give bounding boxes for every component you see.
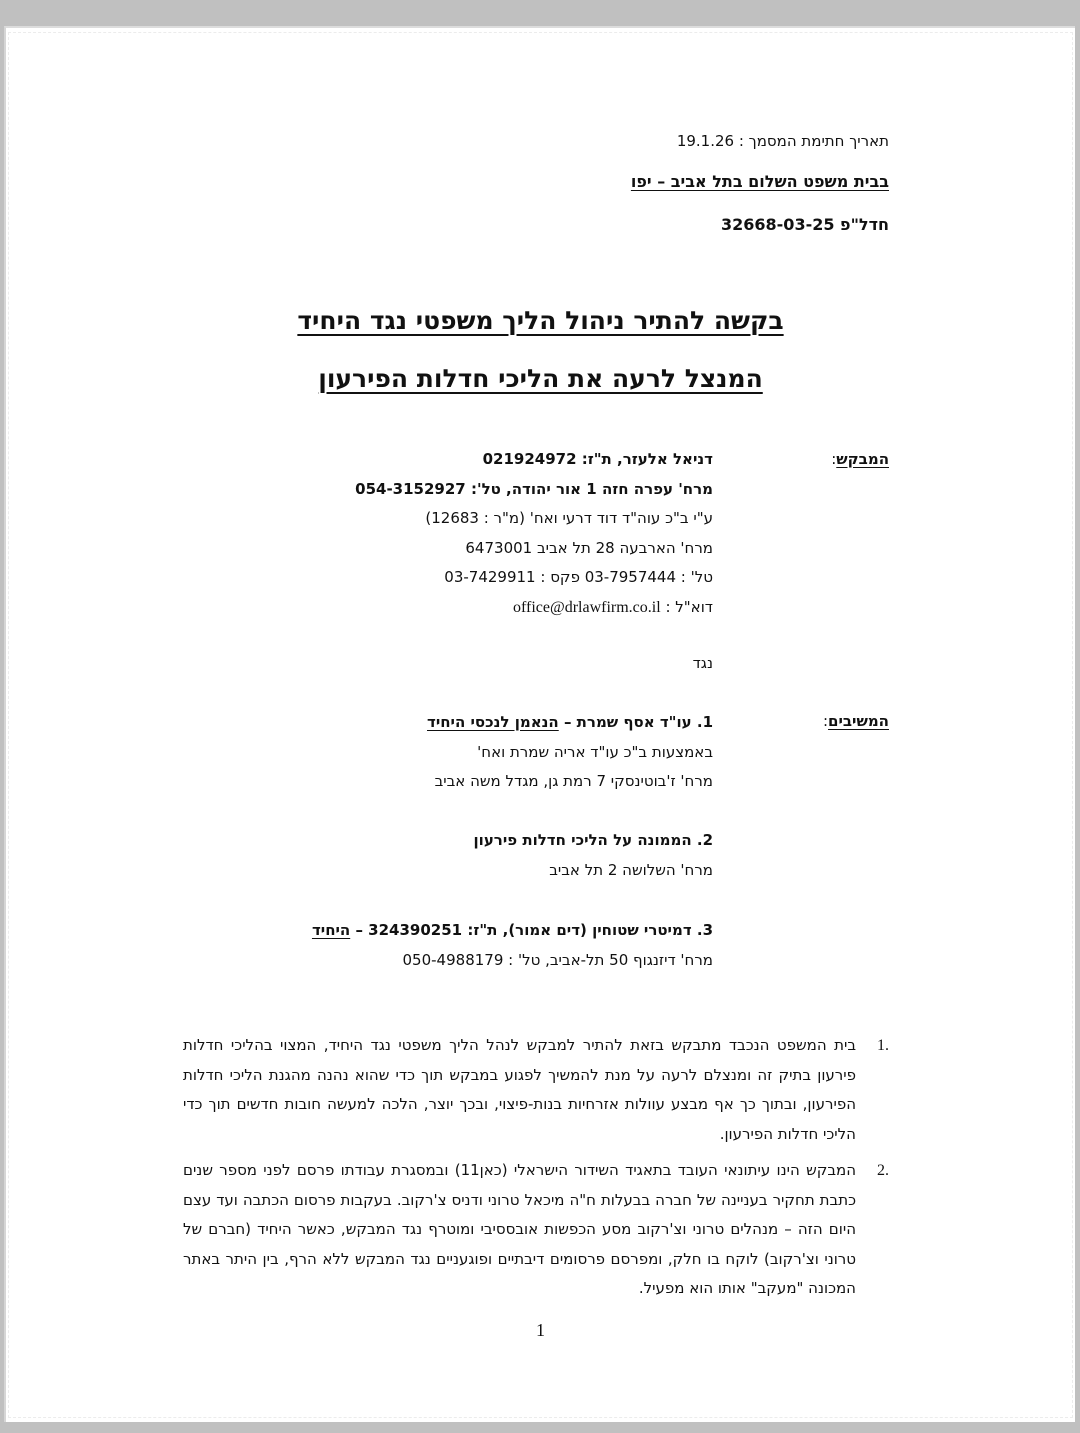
respondent-1-counsel: באמצעות ב"כ עו"ד אריה שמרת ואח' (477, 742, 713, 761)
respondents-label (823, 712, 889, 730)
page-number: 1 (536, 1320, 545, 1340)
respondent-1 (427, 708, 713, 797)
respondents-label-text: המשיבים (828, 712, 889, 730)
case-number: חדל"פ 32668-03-25 (721, 215, 889, 234)
respondent-1-heading (427, 708, 713, 738)
respondent-3-role: היחיד (311, 921, 351, 939)
applicant-name-id: דניאל אלעזר, ת"ז: 021924972 (482, 450, 713, 468)
court-name: בבית משפט השלום בתל אביב – יפו (630, 172, 889, 191)
paragraph-1 (183, 1031, 889, 1149)
paragraph-2-text: המבקש הינו עיתונאי העובד בתאגיד השידור הישראלי (כאן11) ובמסגרת עבודתו פרסם לפני מספר שנים כתבת תחקיר בעניינה של חברה בבעלות ח"ה מיכאל טרוני ודניס צ'רקוב. בעקבות פרסום הכתבה ועד עצם היום הזה – מנהלים טרוני וצ'רקוב מסע הכפשות אובססיבי ומוטרף נגד המבקש, כאשר היחיד (חברם של טרוני וצ'רקוב) לוקח בו חלק, ומפרסם פרסומים דיבתיים ופוגעניים נגד המבקש ללא הרף, בין היתר באתר המכונה "מעקב" אותו הוא מפעיל. (183, 1161, 856, 1297)
counsel-phone-fax: טל' : 03-7957444 פקס : 03-7429911 (444, 568, 713, 586)
applicant-counsel: ע"י ב"כ עוה"ד דוד דרעי ואח' (מ"ר : 12683) (425, 509, 713, 527)
paragraph-2-number: .2 (877, 1162, 889, 1179)
applicant-details (355, 445, 713, 622)
respondent-3 (312, 916, 713, 975)
counsel-address: מרח' הארבעה 28 תל אביב 6473001 (465, 538, 713, 557)
respondent-2-heading: 2. הממונה על הליכי חדלות פירעון (473, 831, 713, 849)
paragraph-2 (183, 1156, 889, 1304)
respondent-1-name: 1. עו"ד אסף שמרת – (558, 713, 713, 731)
email-label: דוא"ל : (660, 597, 713, 616)
document-page (4, 26, 1075, 1422)
respondent-1-address: מרח' ז'בוטינסקי 7 רמת גן, מגדל משה אביב (434, 772, 713, 790)
respondent-3-name: 3. דמיטרי שטוחין (דים אמור), ת"ז: 324390251 – (350, 921, 713, 939)
paragraph-1-number: .1 (877, 1037, 889, 1054)
email-address: office@drlawfirm.co.il (512, 598, 661, 616)
respondent-2 (474, 826, 713, 885)
counsel-email-line (355, 593, 713, 623)
respondent-3-heading (312, 916, 713, 946)
respondent-1-role: הנאמן לנכסי היחיד (427, 713, 559, 731)
document-title-line-1: בקשה להתיר ניהול הליך משפטי נגד היחיד (297, 306, 784, 335)
paragraph-1-text: בית המשפט הנכבד מתבקש בזאת להתיר למבקש לנהל הליך משפטי נגד היחיד, המצוי בהליכי חדלות פירעון בתיק זה ומנצלם לרעה על מנת להמשיך לפגוע במבקש תוך כדי שהוא נהנה מהגנת הליכי חדלות הפירעון, ובתוך כך אף מבצע עוולות אזרחיות בנות-פיצוי, ובכך יוצר, הלכה למעשה חובות חדשים תוך כדי הליכי חדלות הפירעון. (183, 1036, 856, 1143)
applicant-address-phone: מרח' עפרה חזה 1 אור יהודה, טל': 054-3152927 (355, 479, 713, 498)
respondent-3-address: מרח' דיזנגוף 50 תל-אביב, טל' : 050-4988179 (402, 950, 713, 969)
respondent-2-address: מרח' השלושה 2 תל אביב (549, 860, 713, 879)
applicant-label-colon: : (831, 450, 837, 468)
signature-date: תאריך חתימת המסמך : 19.1.26 (676, 132, 889, 150)
applicant-label-text: המבקש (836, 450, 889, 468)
versus-label: נגד (692, 654, 713, 672)
document-title-line-2: המנצל לרעה את הליכי חדלות הפירעון (318, 364, 763, 393)
respondents-label-colon: : (822, 712, 829, 730)
applicant-label (831, 450, 889, 468)
